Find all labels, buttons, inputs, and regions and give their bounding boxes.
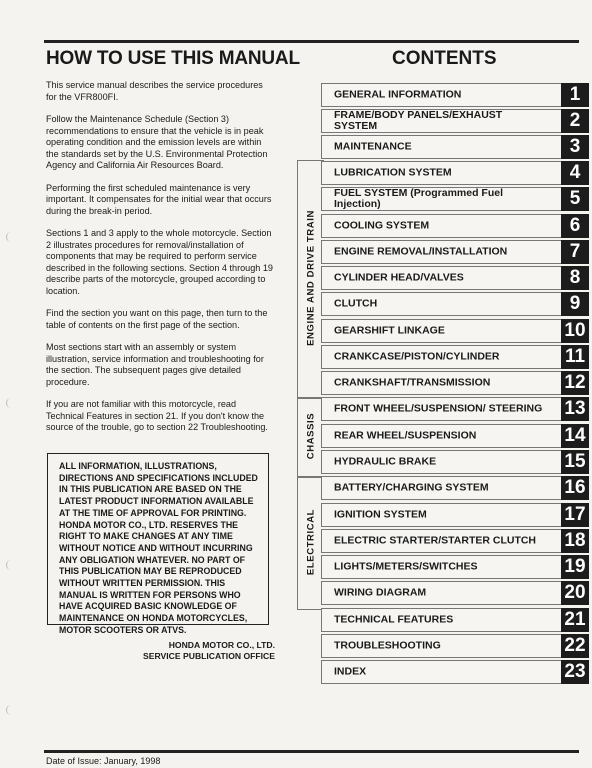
toc-item[interactable] [321,476,589,500]
toc-item[interactable] [321,555,589,579]
bottom-rule [44,750,579,753]
toc-item[interactable] [321,450,589,474]
toc-number: 11 [561,345,589,369]
toc-item[interactable] [321,266,589,290]
binder-mark [6,705,21,715]
company-name: HONDA MOTOR CO., LTD. [168,640,275,650]
toc-label: LUBRICATION SYSTEM [334,166,452,179]
group-label-chassis: CHASSIS [305,412,317,460]
toc-label: GEARSHIFT LINKAGE [334,324,445,337]
toc-item[interactable] [321,187,589,211]
toc-label: WIRING DIAGRAM [334,586,427,599]
toc-label: COOLING SYSTEM [334,219,430,232]
binder-mark [6,232,21,242]
toc-label: CRANKSHAFT/TRANSMISSION [334,376,491,389]
toc-item[interactable] [321,345,589,369]
toc-number: 10 [561,319,589,343]
how-to-use-title: HOW TO USE THIS MANUAL [46,48,300,69]
toc-item[interactable] [321,424,589,448]
paragraph: This service manual describes the service procedures for the VFR800FI. [46,80,263,102]
toc-item[interactable] [321,608,589,632]
toc-item[interactable] [321,634,589,658]
toc-label: TROUBLESHOOTING [334,639,441,652]
toc-label: GENERAL INFORMATION [334,88,462,101]
toc-number: 19 [561,555,589,579]
toc-item[interactable] [321,503,589,527]
toc-item[interactable] [321,135,589,159]
toc-label: ENGINE REMOVAL/INSTALLATION [334,245,508,258]
toc-item[interactable] [321,529,589,553]
toc-item[interactable] [321,397,589,421]
toc-number: 23 [561,660,589,684]
toc-item[interactable] [321,581,589,605]
intro-text [46,80,274,445]
group-label-engine: ENGINE AND DRIVE TRAIN [305,210,317,346]
toc-number: 8 [561,266,589,290]
toc-label: TECHNICAL FEATURES [334,613,454,626]
toc-item[interactable] [321,319,589,343]
toc-label: REAR WHEEL/SUSPENSION [334,429,477,442]
toc-label: HYDRAULIC BRAKE [334,455,437,468]
toc-number: 12 [561,371,589,395]
toc-number: 17 [561,503,589,527]
top-rule [44,40,579,43]
binder-mark [6,560,21,570]
toc-number: 3 [561,135,589,159]
toc-number: 6 [561,214,589,238]
toc-number: 5 [561,187,589,211]
toc-label: MAINTENANCE [334,140,412,153]
toc-label: FUEL SYSTEM (Programmed Fuel Injection) [334,187,503,210]
group-label-electrical: ELECTRICAL [305,508,317,576]
contents-title: CONTENTS [392,48,497,69]
binder-mark [6,398,21,408]
toc-number: 13 [561,397,589,421]
toc-item[interactable] [321,161,589,185]
toc-label: FRONT WHEEL/SUSPENSION/ STEERING [334,402,543,415]
toc-label: CLUTCH [334,297,378,310]
toc-number: 1 [561,83,589,107]
toc-number: 2 [561,109,589,133]
toc-label: IGNITION SYSTEM [334,508,427,521]
toc-item[interactable] [321,214,589,238]
toc-label: BATTERY/CHARGING SYSTEM [334,481,489,494]
paragraph: Performing the first scheduled maintenance is very important. It compensates for the initial wear that occurs during the break-in period. [46,182,272,216]
toc-number: 15 [561,450,589,474]
toc-item[interactable] [321,660,589,684]
toc-label: CRANKCASE/PISTON/CYLINDER [334,350,500,363]
toc-number: 22 [561,634,589,658]
toc-label: INDEX [334,665,367,678]
toc-label: FRAME/BODY PANELS/EXHAUST SYSTEM [334,109,503,132]
toc-number: 14 [561,424,589,448]
toc-number: 18 [561,529,589,553]
paragraph: Most sections start with an assembly or system illustration, service information and troubleshooting for the section. The subsequent pages give detailed procedure. [46,342,264,387]
toc-label: LIGHTS/METERS/SWITCHES [334,560,478,573]
toc-item[interactable] [321,292,589,316]
toc-number: 4 [561,161,589,185]
toc-item[interactable] [321,83,589,107]
toc-item[interactable] [321,240,589,264]
issue-date: Date of Issue: January, 1998 [46,756,161,766]
toc-number: 7 [561,240,589,264]
copyright-notice: ALL INFORMATION, ILLUSTRATIONS, DIRECTIONS AND SPECIFICATIONS INCLUDED IN THIS PUBLICATION ARE BASED ON THE LATEST PRODUCT INFORMATION AVAILABLE AT THE TIME OF APPROVAL FOR PRINTING. HONDA MOTOR CO., LTD. RESERVES THE RIGHT TO MAKE CHANGES AT ANY TIME WITHOUT NOTICE AND WITHOUT INCURRING ANY OBLIGATION WHATEVER. NO PART OF THIS PUBLICATION MAY BE REPRODUCED WITHOUT WRITTEN PERMISSION. THIS MANUAL IS WRITTEN FOR PERSONS WHO HAVE ACQUIRED BASIC KNOWLEDGE OF MAINTENANCE ON HONDA MOTORCYCLES, MOTOR SCOOTERS OR ATVS. [47,453,269,625]
paragraph: Find the section you want on this page, then turn to the table of contents on the first page of the section. [46,308,268,330]
paragraph: Follow the Maintenance Schedule (Section 3) recommendations to ensure that the vehicle is in peak operating condition and the emission levels are within the standards set by the U.S. Environmental Protection Agency and California Air Resources Board. [46,114,268,170]
toc-item[interactable] [321,371,589,395]
toc-label: ELECTRIC STARTER/STARTER CLUTCH [334,534,537,547]
toc-number: 21 [561,608,589,632]
publisher [120,640,275,662]
toc-number: 16 [561,476,589,500]
office-name: SERVICE PUBLICATION OFFICE [143,651,275,661]
toc-item[interactable] [321,109,589,133]
paragraph: If you are not familiar with this motorcycle, read Technical Features in section 21. If you don't know the source of the trouble, go to section 22 Troubleshooting. [46,399,268,432]
toc-number: 20 [561,581,589,605]
paragraph: Sections 1 and 3 apply to the whole motorcycle. Section 2 illustrates procedures for removal/installation of components that may be required to perform service described in the following sections. Section 4 through 19 describe parts of the motorcycle, grouped according to location. [46,228,273,296]
toc-label: CYLINDER HEAD/VALVES [334,271,464,284]
toc-number: 9 [561,292,589,316]
